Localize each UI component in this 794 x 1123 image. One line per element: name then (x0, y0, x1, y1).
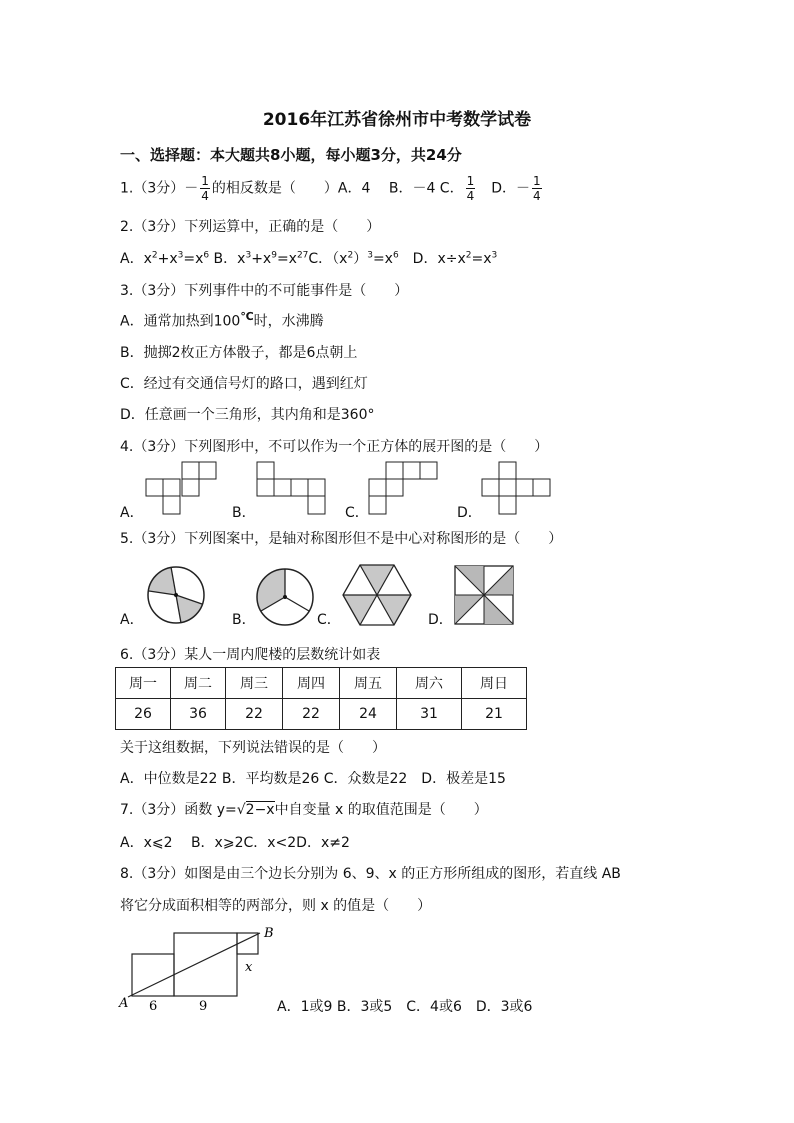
q4-label-d: D． (457, 505, 482, 521)
question-1 (120, 174, 544, 203)
table-cell: 24 (340, 699, 397, 730)
txt: =x (471, 251, 492, 267)
exp: 3 (367, 250, 373, 261)
question-3: 3.（3分）下列事件中的不可能事件是（ ） (120, 283, 409, 299)
txt: +x (157, 251, 178, 267)
q3-option-d: D．任意画一个三角形，其内角和是360° (120, 407, 375, 423)
frac-den: 4 (466, 189, 475, 203)
frac-num: 1 (466, 174, 475, 188)
q6-prompt: 关于这组数据，下列说法错误的是（ ） (120, 740, 386, 756)
q6-options: A．中位数是22 B．平均数是26 C．众数是22 D．极差是15 (120, 771, 506, 787)
q2-options (120, 248, 497, 268)
opt-a: A．x (120, 251, 152, 267)
exp: 27 (296, 250, 309, 261)
side-6-label: 6 (149, 999, 158, 1014)
q7-options: A．x⩽2 B．x⩾2C．x<2D．x≠2 (120, 835, 350, 851)
q4-net-c (369, 462, 441, 518)
exp: 2 (465, 250, 472, 261)
opt-c: C．（x (308, 251, 348, 267)
q1-stem: 1.（3分）－ (120, 180, 199, 197)
question-8-line2: 将它分成面积相等的两部分，则 x 的值是（ ） (120, 898, 432, 914)
exp: 3 (245, 250, 252, 261)
section-heading: 一、选择题：本大题共8小题，每小题3分，共24分 (120, 146, 462, 164)
q5-label-d: D． (428, 612, 453, 628)
q5-circle-a (145, 564, 207, 626)
q5-label-b: B． (232, 612, 256, 628)
txt: A．通常加热到100 (120, 313, 241, 330)
q4-net-b (257, 462, 329, 518)
txt: ） (353, 251, 368, 267)
q3-option-b: B．抛掷2枚正方体骰子，都是6点朝上 (120, 345, 358, 361)
question-6: 6.（3分）某人一周内爬楼的层数统计如表 (120, 647, 381, 663)
exp: 2 (151, 250, 158, 261)
question-2: 2.（3分）下列运算中，正确的是（ ） (120, 219, 381, 235)
q1-options: 的相反数是（ ）A．4 B．－4 C． (211, 180, 464, 197)
q5-hexagon-c (340, 563, 414, 627)
q5-circle-b (255, 566, 317, 628)
txt: 时，水沸腾 (253, 313, 324, 330)
table-row (116, 699, 527, 730)
txt: =x (276, 251, 297, 267)
q3-option-a (120, 310, 324, 331)
point-b-label: B (264, 926, 274, 941)
exp: 3 (177, 250, 184, 261)
table-cell: 22 (283, 699, 340, 730)
frac-num: 1 (533, 174, 541, 188)
q4-label-c: C． (345, 505, 369, 521)
opt-b: B．x (209, 251, 246, 267)
table-cell: 26 (116, 699, 171, 730)
table-header: 周三 (226, 668, 283, 699)
frac-den: 4 (201, 189, 209, 203)
exp: 6 (203, 250, 210, 261)
q8-options: A．1或9 B．3或5 C．4或6 D．3或6 (277, 999, 533, 1015)
table-header: 周六 (397, 668, 462, 699)
degree-symbol: ℃ (240, 310, 254, 323)
q1-option-d: D．－ (477, 180, 530, 197)
table-cell: 21 (462, 699, 527, 730)
q5-label-a: A． (120, 612, 144, 628)
txt: 7.（3分）函数 y= (120, 802, 237, 818)
side-9-label: 9 (199, 999, 208, 1014)
q5-label-c: C． (317, 612, 341, 628)
q4-label-a: A． (120, 505, 144, 521)
opt-d: D．x÷x (398, 251, 466, 267)
table-cell: 22 (226, 699, 283, 730)
q1-fraction-d (532, 174, 542, 203)
question-7 (120, 799, 488, 819)
q3-option-c: C．经过有交通信号灯的路口，遇到红灯 (120, 376, 368, 392)
txt: =x (183, 251, 204, 267)
table-cell: 31 (397, 699, 462, 730)
point-a-label: A (119, 996, 129, 1011)
table-header: 周二 (171, 668, 226, 699)
table-header: 周四 (283, 668, 340, 699)
txt: =x (372, 251, 393, 267)
q4-label-b: B． (232, 505, 256, 521)
q1-fraction-c (466, 174, 476, 203)
table-header-row (116, 668, 527, 699)
side-x-label: x (245, 960, 253, 975)
table-cell: 36 (171, 699, 226, 730)
table-header: 周五 (340, 668, 397, 699)
q5-square-d (454, 565, 514, 625)
exp: 2 (347, 250, 354, 261)
page-title: 2016年江苏省徐州市中考数学试卷 (262, 110, 532, 130)
q8-figure (118, 925, 288, 1015)
question-4: 4.（3分）下列图形中，不可以作为一个正方体的展开图的是（ ） (120, 439, 549, 455)
table-header: 周一 (116, 668, 171, 699)
question-5: 5.（3分）下列图案中，是轴对称图形但不是中心对称图形的是（ ） (120, 531, 563, 547)
question-8-line1: 8.（3分）如图是由三个边长分别为 6、9、x 的正方形所组成的图形，若直线 AB (120, 866, 621, 882)
q1-fraction (200, 174, 210, 203)
sqrt-content: 2−x (245, 802, 275, 818)
q4-net-a (146, 462, 218, 518)
climb-table (115, 667, 527, 730)
frac-den: 4 (533, 189, 541, 203)
exp: 6 (392, 250, 399, 261)
txt: +x (251, 251, 272, 267)
exp: 9 (271, 250, 277, 261)
txt: 中自变量 x 的取值范围是（ ） (274, 802, 488, 818)
exp: 3 (491, 250, 498, 261)
table-header: 周日 (462, 668, 527, 699)
frac-num: 1 (201, 174, 209, 188)
q4-net-d (482, 462, 554, 518)
sqrt-sign: √ (236, 802, 246, 818)
